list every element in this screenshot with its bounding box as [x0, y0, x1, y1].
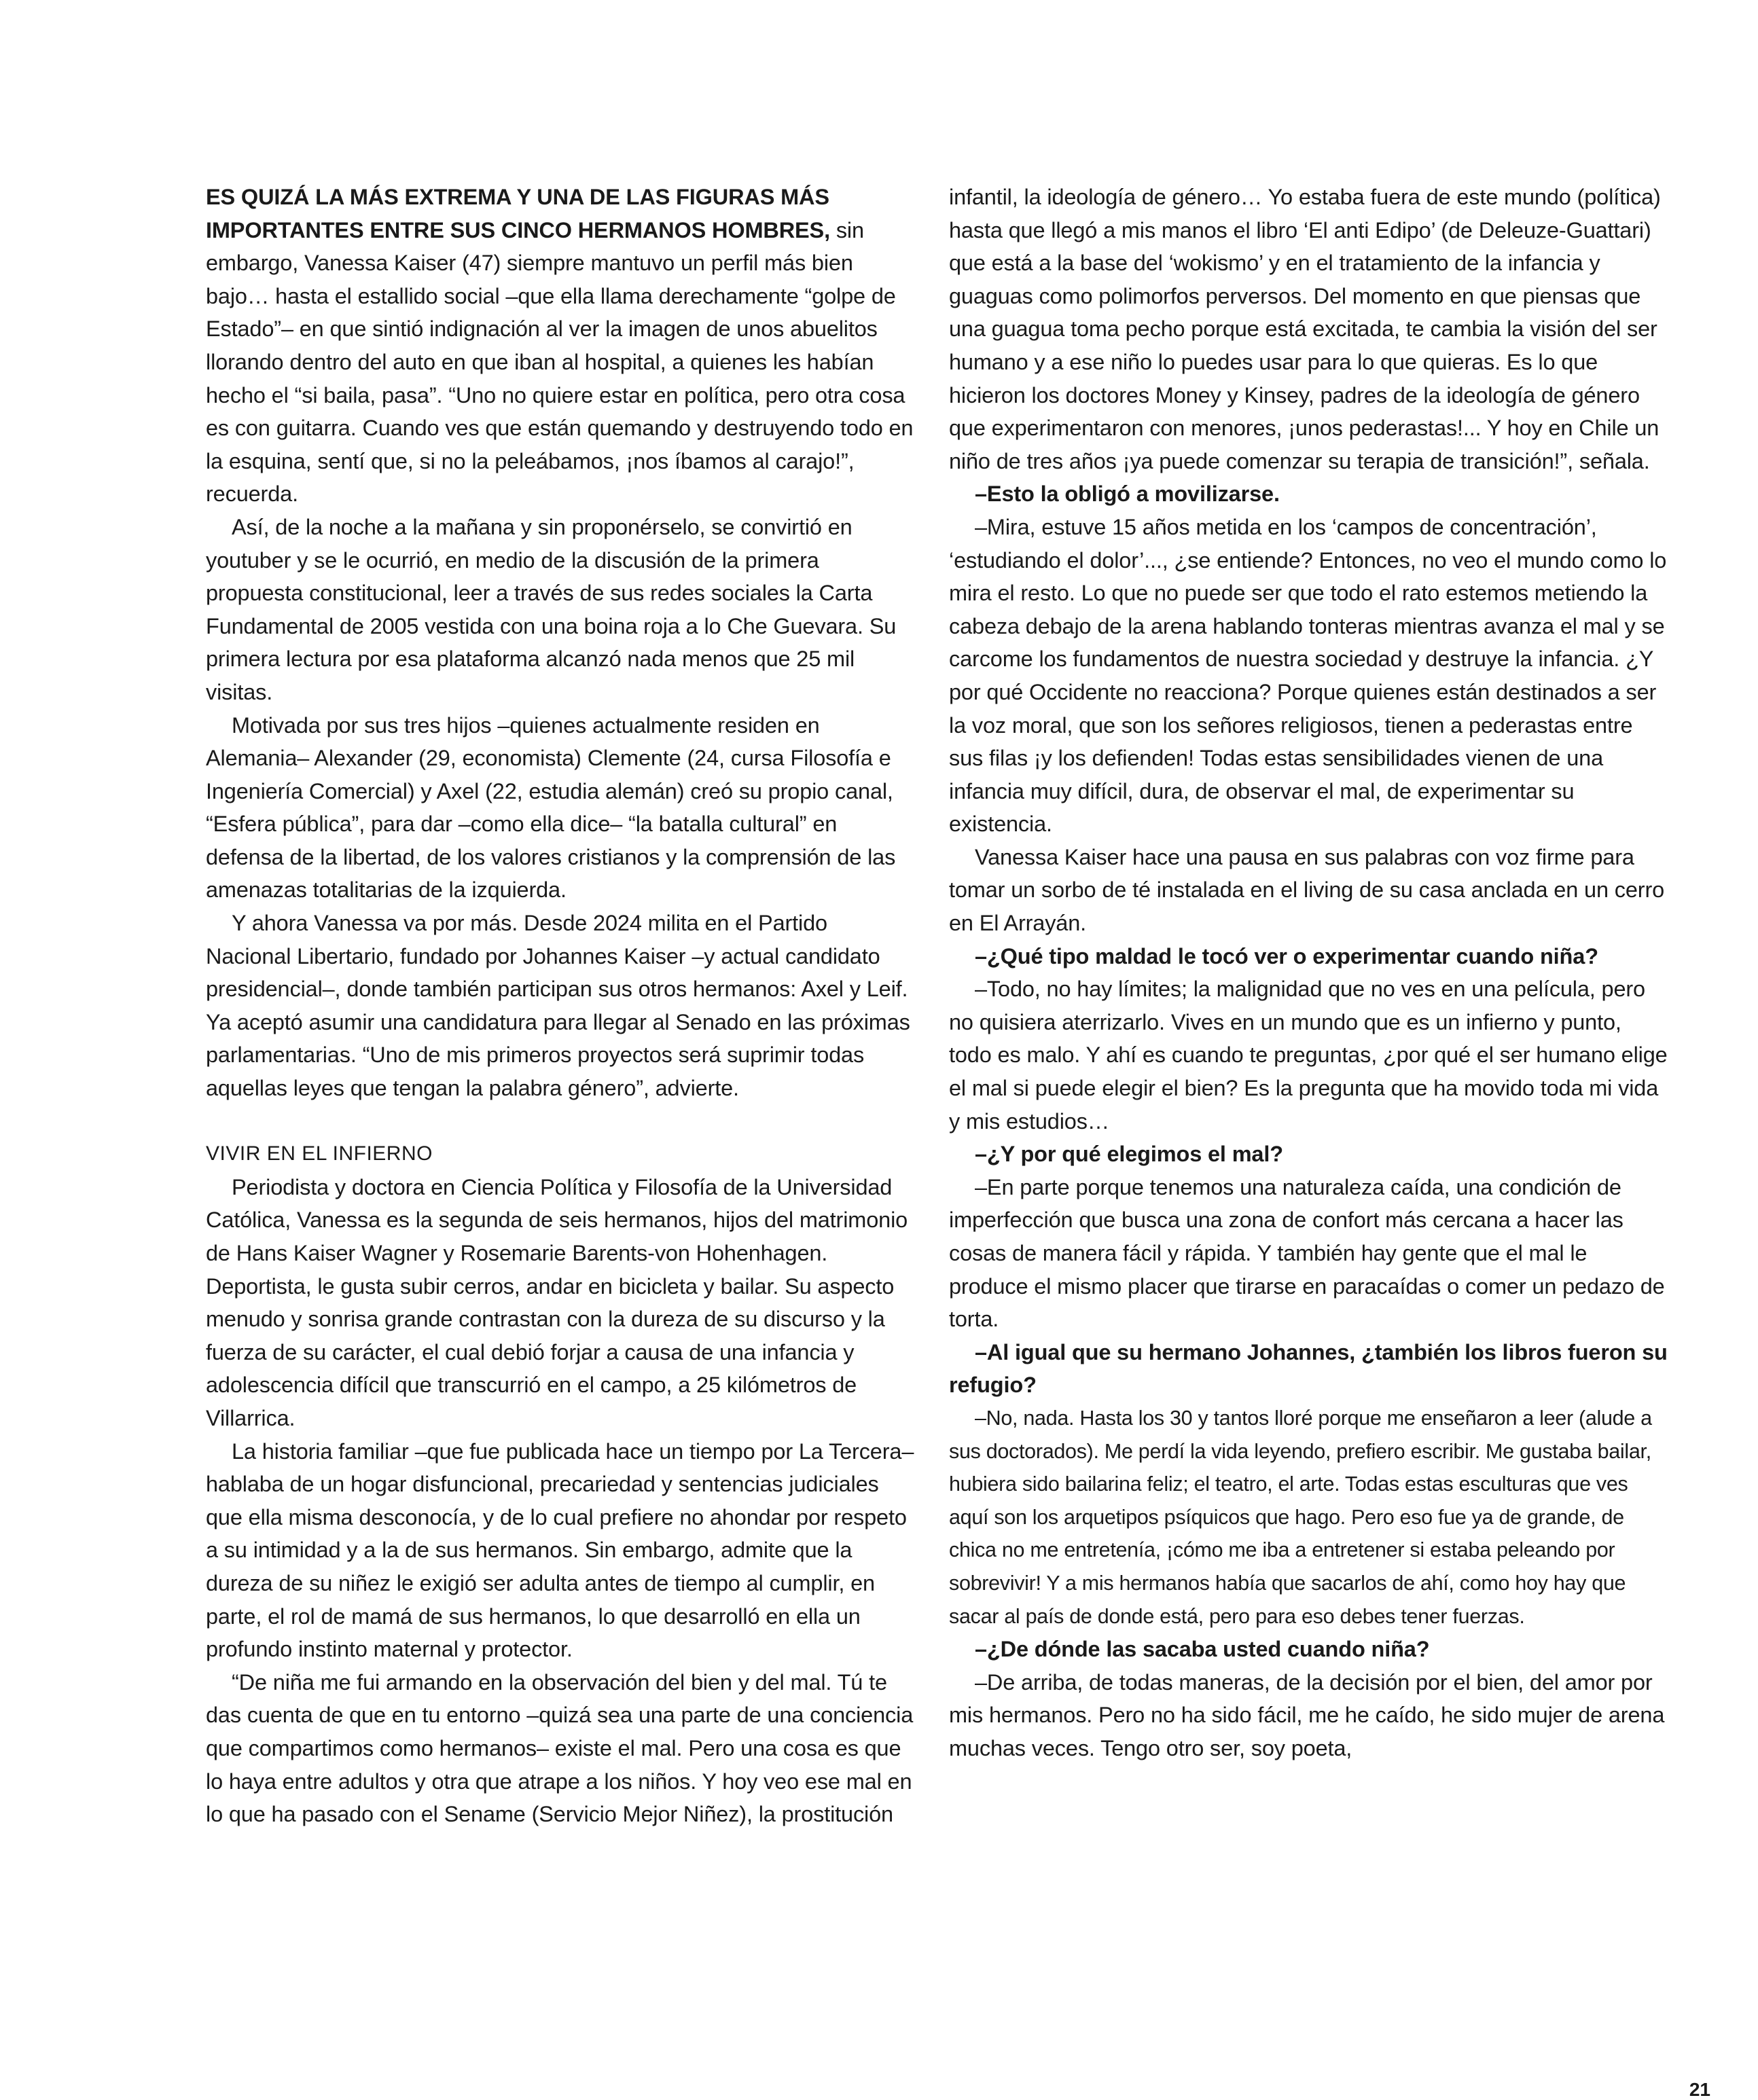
body-paragraph: Así, de la noche a la mañana y sin proponérselo, se convirtió en youtuber y se le ocurrió, en medio de la discusión de la primera propuesta constitucional, leer a través de sus redes sociales la Carta Fundamental de 2005 vestida con una boina roja a lo Che Guevara. Su primera lectura por esa plataforma alcanzó nada menos que 25 mil visitas.	[206, 514, 897, 704]
interview-question: –¿Y por qué elegimos el mal?	[975, 1142, 1283, 1167]
page-number: 21	[1689, 2079, 1710, 2100]
body-paragraph: Vanessa Kaiser hace una pausa en sus palabras con voz firme para tomar un sorbo de té instalada en el living de su casa anclada en un cerro en El Arrayán.	[949, 844, 1665, 936]
interview-answer: –En parte porque tenemos una naturaleza caída, una condición de imperfección que busca una zona de confort más cercana a hacer las cosas de manera fácil y rápida. Y también hay gente que el mal le produce el mismo placer que tirarse en paracaídas o comer un pedazo de torta.	[949, 1174, 1665, 1332]
interview-answer: –Mira, estuve 15 años metida en los ‘campos de concentración’, ‘estudiando el dolor’..., ¿se entiende? Entonces, no veo el mundo como lo mira el resto. Lo que no puede ser que todo el rato estemos metiendo la cabeza debajo de la arena hablando tonteras mientras avanza el mal y se carcome los fundamentos de nuestra sociedad y destruye la infancia. ¿Y por qué Occidente no reacciona? Porque quienes están destinados a ser la voz moral, que son los señores religiosos, tienen a pederastas entre sus filas ¡y los defienden! Todas estas sensibilidades vienen de una infancia muy difícil, dura, de observar el mal, de experimentar su existencia.	[949, 514, 1667, 837]
interview-question: –Esto la obligó a movilizarse.	[975, 482, 1280, 507]
article-column-left	[206, 181, 916, 1831]
interview-question: –Al igual que su hermano Johannes, ¿también los libros fueron su refugio?	[949, 1339, 1668, 1398]
body-paragraph: Periodista y doctora en Ciencia Política y Filosofía de la Universidad Católica, Vanessa es la segunda de seis hermanos, hijos del matrimonio de Hans Kaiser Wagner y Rosemarie Barents-von Hohenhagen. Deportista, le gusta subir cerros, andar en bicicleta y bailar. Su aspecto menudo y sonrisa grande contrastan con la dureza de su discurso y la fuerza de su carácter, el cual debió forjar a causa de una infancia y adolescencia difícil que transcurrió en el campo, a 25 kilómetros de Villarrica.	[206, 1174, 908, 1430]
body-paragraph: Motivada por sus tres hijos –quienes actualmente residen en Alemania– Alexander (29, economista) Clemente (24, cursa Filosofía e Ingeniería Comercial) y Axel (22, estudia alemán) creó su propio canal, “Esfera pública”, para dar –como ella dice– “la batalla cultural” en defensa de la libertad, de los valores cristianos y la comprensión de las amenazas totalitarias de la izquierda.	[206, 712, 896, 903]
body-paragraph: La historia familiar –que fue publicada hace un tiempo por La Tercera– hablaba de un hogar disfuncional, precariedad y sentencias judiciales que ella misma desconocía, y de lo cual prefiere no ahondar por respeto a su intimidad y a la de sus hermanos. Sin embargo, admite que la dureza de su niñez le exigió ser adulta antes de tiempo al cumplir, en parte, el rol de mamá de sus hermanos, lo que desarrolló en ella un profundo instinto maternal y protector.	[206, 1438, 914, 1662]
article-column-right	[949, 181, 1669, 1765]
lead-caps: ES QUIZÁ LA MÁS EXTREMA Y UNA DE LAS FIGURAS MÁS IMPORTANTES ENTRE SUS CINCO HERMANOS HOMBRES,	[206, 185, 830, 242]
lead-paragraph	[206, 181, 916, 511]
body-paragraph: Y ahora Vanessa va por más. Desde 2024 milita en el Partido Nacional Libertario, fundado por Johannes Kaiser –y actual candidato presidencial–, donde también participan sus otros hermanos: Axel y Leif. Ya aceptó asumir una candidatura para llegar al Senado en las próximas parlamentarias. “Uno de mis primeros proyectos será suprimir todas aquellas leyes que tengan la palabra género”, advierte.	[206, 911, 910, 1101]
body-paragraph: infantil, la ideología de género… Yo estaba fuera de este mundo (política) hasta que llegó a mis manos el libro ‘El anti Edipo’ (de Deleuze-Guattari) que está a la base del ‘wokismo’ y en el tratamiento de la infancia y guaguas como polimorfos perversos. Del momento en que piensas que una guagua toma pecho porque está excitada, te cambia la visión del ser humano y a ese niño lo puedes usar para lo que quieras. Es lo que hicieron los doctores Money y Kinsey, padres de la ideología de género que experimentaron con menores, ¡unos pederastas!... Y hoy en Chile un niño de tres años ¡ya puede comenzar su terapia de transición!”, señala.	[949, 185, 1661, 473]
interview-question: –¿De dónde las sacaba usted cuando niña?	[975, 1637, 1430, 1662]
body-paragraph: “De niña me fui armando en la observación del bien y del mal. Tú te das cuenta de que en tu entorno –quizá sea una parte de una conciencia que compartimos como hermanos– existe el mal. Pero una cosa es que lo haya entre adultos y otra que atrape a los niños. Y hoy veo ese mal en lo que ha pasado con el Sename (Servicio Mejor Niñez), la prostitución	[206, 1669, 914, 1827]
section-subheading: VIVIR EN EL INFIERNO	[206, 1142, 433, 1165]
interview-answer: –No, nada. Hasta los 30 y tantos lloré porque me enseñaron a leer (alude a sus doctorados). Me perdí la vida leyendo, prefiero escribir. Me gustaba bailar, hubiera sido bailarina feliz; el teatro, el arte. Todas estas esculturas que ves aquí son los arquetipos psíquicos que hago. Pero eso fue ya de grande, de chica no me entretenía, ¡cómo me iba a entretener si estaba peleando por sobrevivir! Y a mis hermanos había que sacarlos de ahí, como hoy hay que sacar al país de donde está, pero para eso debes tener fuerzas.	[949, 1406, 1652, 1628]
interview-question: –¿Qué tipo maldad le tocó ver o experimentar cuando niña?	[975, 943, 1598, 968]
interview-answer: –De arriba, de todas maneras, de la decisión por el bien, del amor por mis hermanos. Pero no ha sido fácil, me he caído, he sido mujer de arena muchas veces. Tengo otro ser, soy poeta,	[949, 1669, 1665, 1760]
lead-text: sin embargo, Vanessa Kaiser (47) siempre mantuvo un perfil más bien bajo… hasta el estallido social –que ella llama derechamente “golpe de Estado”– en que sintió indignación al ver la imagen de unos abuelitos llorando dentro del auto en que iban al hospital, a quienes les habían hecho el “si baila, pasa”. “Uno no quiere estar en política, pero otra cosa es con guitarra. Cuando ves que están quemando y destruyendo todo en la esquina, sentí que, si no la peleábamos, ¡nos íbamos al carajo!”, recuerda.	[206, 217, 914, 507]
interview-answer: –Todo, no hay límites; la malignidad que no ves en una película, pero no quisiera aterrizarlo. Vives en un mundo que es un infierno y punto, todo es malo. Y ahí es cuando te preguntas, ¿por qué el ser humano elige el mal si puede elegir el bien? Es la pregunta que ha movido toda mi vida y mis estudios…	[949, 977, 1668, 1134]
